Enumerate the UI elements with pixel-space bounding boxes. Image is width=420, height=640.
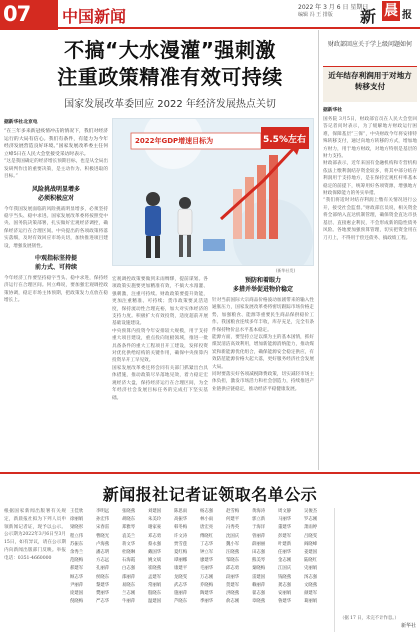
list-item: 谭丽娜 bbox=[174, 558, 188, 564]
list-item: 赖丽萍 bbox=[252, 582, 266, 588]
list-item: 万志刚 bbox=[200, 574, 214, 580]
article-paragraph: 中央预算内投资今年安排较大规模，用于支持重大项目建设，重点投向短板领域，推进一批具备条件的重大工程项目开工建设，发挥投资对优化供给结构的关键作用，确保中央预算内投资早开工早见效。 bbox=[112, 328, 208, 364]
logo-char-1: 新 bbox=[360, 7, 377, 26]
article-paragraph: 同时要落实好各项减税降费政策，切实减轻市场主体负担，激发市场活力和社会创造力，持续推进产业链供应链稳定，推动经济平稳健康发展。 bbox=[212, 372, 314, 392]
list-item: 高振华 bbox=[174, 517, 188, 523]
section-heading-risk-line-2: 必须积极应对 bbox=[37, 194, 74, 202]
page-number: 07 bbox=[3, 2, 31, 26]
list-item: 萧雨婷 bbox=[304, 525, 318, 531]
list-item: 吕晓雯 bbox=[304, 533, 318, 539]
list-item: 马丽华 bbox=[278, 517, 292, 523]
list-item: 董建华 bbox=[278, 525, 292, 531]
list-item: 方志远 bbox=[96, 558, 110, 564]
list-item: 文晓燕 bbox=[304, 582, 318, 588]
article-paragraph: 今年经济工作要坚持稳字当头、稳中求进，保持经济运行在合理区间。何立峰说，要加强宏观调控政策协调，稳定市场主体预期，把政策发力点放在稳增长上。 bbox=[4, 276, 108, 304]
list-item: 余秀兰 bbox=[70, 550, 84, 555]
masthead-rule bbox=[0, 27, 420, 29]
list-item: 章晓燕 bbox=[252, 599, 266, 605]
list-item: 田志强 bbox=[252, 550, 266, 555]
list-item: 韩冬梅 bbox=[174, 525, 188, 531]
article-column-3 bbox=[212, 276, 314, 468]
list-item: 江国庆 bbox=[278, 566, 292, 572]
list-item: 庞建国 bbox=[70, 591, 84, 596]
list-item: 康建平 bbox=[174, 566, 188, 572]
list-item: 易晓东 bbox=[122, 582, 136, 588]
section-heading-risk-line-1: 风险挑战明显增多 bbox=[31, 185, 80, 193]
list-item: 安丽娟 bbox=[278, 591, 292, 596]
sidebar-paragraph: “我们将适时对结存利润上缴有关情况进行公开，接受社会监督。”财政部官员说，相关资金将全部纳入直达机制管理，确保资金直达市县基层、直接惠企利民，不会形成新的隐性债务风险。各地要加强预算管理，切实把资金用在刀刃上，不得用于偿还债务、搞政绩工程。 bbox=[323, 198, 417, 241]
list-item: 苏振东 bbox=[70, 541, 84, 547]
masthead bbox=[0, 0, 420, 30]
list-item: 邱志勇 bbox=[226, 566, 240, 572]
sidebar-title-box bbox=[323, 66, 417, 102]
article-paragraph: 国家发展改革委还将会同有关部门抓紧出台具体措施，推动政策尽早落地见效，着力稳定宏观经济大盘，保持经济运行在合理区间，为全年经济社会发展目标任务的完成打下坚实基础。 bbox=[112, 365, 208, 401]
list-item: 陶建华 bbox=[200, 591, 214, 596]
list-item: 顾志华 bbox=[70, 574, 84, 580]
list-item: 孔丽萍 bbox=[96, 566, 110, 572]
list-item: 黄海涛 bbox=[252, 509, 266, 514]
list-item: 戴国华 bbox=[148, 550, 162, 555]
list-item: 殷晓东 bbox=[148, 591, 162, 596]
list-item: 杨志强 bbox=[200, 509, 214, 514]
list-item: 何建平 bbox=[226, 517, 240, 523]
list-item: 崔晓燕 bbox=[148, 566, 162, 572]
list-item: 郑雅琴 bbox=[122, 525, 136, 531]
graphic-banner-text: 2022年GDP增速目标为 bbox=[135, 137, 214, 145]
list-divider bbox=[334, 508, 335, 632]
list-item: 白志强 bbox=[122, 566, 136, 572]
sidebar-paragraph: 财政部表示，近年来国有金融机构和专营机构依法上缴利润结存资金较多，将其中部分结存利润用于支持地方，是在保持宏观杠杆率基本稳定的前提下，统筹用好各项资源，增强地方财政保障能力的务实举措。 bbox=[323, 161, 417, 197]
list-item: 梁晓彤 bbox=[70, 525, 84, 531]
article-paragraph: 针对当前国际大宗商品价格波动加剧带来的输入性通胀压力，国家发展改革委将密切跟踪市场价格走势，加强粮食、能源等重要民生商品保供稳价工作。我国粮食连续多年丰收，库存充足，完全有条件保持物价总水平基本稳定。 bbox=[212, 298, 314, 333]
list-item: 宋春雷 bbox=[96, 525, 110, 531]
list-item: 芦晓东 bbox=[174, 599, 188, 605]
list-item: 郝建军 bbox=[70, 566, 84, 572]
list-item: 廖建华 bbox=[200, 558, 214, 564]
list-item: 温建国 bbox=[148, 599, 162, 605]
list-item: 段丽华 bbox=[226, 574, 240, 580]
section-heading-price-line-2: 多措并举促进物价稳定 bbox=[232, 286, 293, 293]
headline-line-2: 注重政策精准有效可持续 bbox=[57, 65, 283, 89]
name-list bbox=[70, 508, 332, 632]
list-item: 尹丽萍 bbox=[70, 582, 84, 588]
list-item: 黎建华 bbox=[96, 582, 110, 588]
list-item: 薛丽丽 bbox=[252, 541, 266, 547]
section-heading-price-line-1: 预防和着眼力 bbox=[244, 277, 281, 284]
list-item: 颜建军 bbox=[304, 591, 318, 596]
list-item: 洪晓燕 bbox=[226, 591, 240, 596]
sidebar-tail-note: （据 17 日，未完不计作息。） bbox=[340, 616, 399, 621]
list-item: 许文涛 bbox=[174, 533, 188, 539]
article-column-1 bbox=[4, 118, 108, 468]
list-item: 沈国庆 bbox=[226, 533, 240, 539]
list-item: 陈思雨 bbox=[174, 509, 188, 514]
sidebar-body bbox=[323, 106, 417, 468]
sidebar-paragraph: 国务院 3月5日，财政部官员在人民大会堂回答记者问时表示，为了缓解地方财政运行困难，保障基层“三保”，中央财政今年将安排特殊转移支付，通过向地方转移的方式，增加地方财力，用于地方财政，对地方特别是基层的财力支持。 bbox=[323, 117, 417, 160]
list-item: 郭立新 bbox=[252, 517, 266, 523]
list-item: 丁志华 bbox=[200, 541, 214, 547]
list-item: 姚文斌 bbox=[148, 558, 162, 564]
list-item: 钟立军 bbox=[200, 550, 214, 555]
article-paragraph: 能源方面，要坚持立足以煤为主的基本国情，抓好煤炭清洁高效利用，增加新能源消纳能力，推动煤炭和新能源优化组合，确保能源安全稳定供应，有效防范能源价格大起大落，更好服务经济社会发展大局。 bbox=[212, 335, 314, 370]
list-item: 夏红梅 bbox=[174, 550, 188, 555]
list-item: 周文静 bbox=[278, 509, 292, 514]
list-item: 熊美琴 bbox=[252, 558, 266, 564]
section-heading-policy bbox=[4, 254, 108, 272]
list-item: 乔晓梅 bbox=[200, 582, 214, 588]
bottom-headline: 新闻报社记者证领取名单公示 bbox=[102, 485, 318, 504]
list-item: 胡晓东 bbox=[122, 517, 136, 523]
sidebar-title: 近年结存利润用于对地方转移支付 bbox=[328, 71, 412, 91]
list-item: 于海洋 bbox=[252, 525, 266, 531]
issue-date: 2022 年 3 月 6 日 星期日 bbox=[298, 4, 369, 11]
list-item: 李明远 bbox=[96, 509, 110, 514]
list-item: 翟志强 bbox=[252, 591, 266, 596]
list-item: 龚志强 bbox=[278, 582, 292, 588]
photo-credit: (新华社发) bbox=[276, 268, 296, 273]
list-item: 罗志刚 bbox=[304, 517, 318, 523]
list-item: 魏小军 bbox=[226, 541, 240, 547]
list-item: 刘建国 bbox=[148, 509, 162, 514]
list-item: 贾雪莲 bbox=[174, 541, 188, 547]
list-item: 毛丽华 bbox=[200, 566, 214, 572]
main-headline bbox=[30, 37, 310, 91]
article-byline: 据新华社北京电 bbox=[4, 120, 38, 125]
list-item: 任丽华 bbox=[278, 550, 292, 555]
list-item: 蒋文华 bbox=[122, 541, 136, 547]
section-heading-risk bbox=[4, 185, 108, 203]
list-item: 汪晓燕 bbox=[226, 550, 240, 555]
list-item: 俞志刚 bbox=[226, 599, 240, 605]
list-item: 雷建国 bbox=[252, 574, 266, 580]
list-item: 谢家豪 bbox=[148, 525, 162, 531]
list-item: 曾丽萍 bbox=[252, 533, 266, 539]
list-item: 龙晓雯 bbox=[174, 574, 188, 580]
sidebar-byline: 据新华社 bbox=[323, 108, 343, 113]
list-item: 曹晓光 bbox=[96, 533, 110, 539]
bottom-section-rule bbox=[0, 472, 420, 474]
list-item: 朱美玲 bbox=[148, 517, 162, 523]
section-heading-price bbox=[212, 276, 314, 294]
editor-line: 编辑 冯 王 排版 bbox=[298, 12, 333, 18]
section-heading-policy-line-2: 前力式、可持续 bbox=[34, 264, 77, 272]
sidebar-tail-credit: 新华社 bbox=[400, 623, 416, 630]
list-item: 常丽娟 bbox=[148, 582, 162, 588]
bottom-intro-text: 根据国家新闻出版署有关规定，新晨报社拟为下列人员申领新闻记者证，现予以公示。公示期为2022年3月6日至3月15日，如有异议，请在公示期内向新闻出版部门反映。举报电话：0351-4660000 bbox=[4, 509, 66, 561]
article-paragraph: 今年我国发展面临的风险挑战明显增多，必须坚持稳字当头、稳中求进。国家发展改革委将按照党中央、国务院决策部署，扎实做好宏观经济调控，确保经济运行在合理区间。中央提出的各项政策将落实落细，及时有效回应市场关切，加快推进项目建设，增强发展韧性。 bbox=[4, 206, 108, 249]
list-item: 徐丽娟 bbox=[70, 517, 84, 523]
list-item: 施丽萍 bbox=[174, 591, 188, 596]
article-column-2 bbox=[112, 276, 208, 468]
list-item: 倪晓梅 bbox=[70, 599, 84, 605]
list-item: 袁美兰 bbox=[122, 533, 136, 539]
list-item: 冯秀英 bbox=[226, 525, 240, 531]
list-item: 孙宏伟 bbox=[96, 517, 110, 523]
list-item: 叶建新 bbox=[278, 541, 292, 547]
list-item: 贺建军 bbox=[226, 582, 240, 588]
list-item: 邓志勇 bbox=[148, 533, 162, 539]
list-item: 季丽华 bbox=[200, 599, 214, 605]
list-item: 傅晓红 bbox=[200, 533, 214, 539]
list-item: 姜建国 bbox=[304, 550, 318, 555]
list-item: 武志华 bbox=[174, 582, 188, 588]
list-item: 王佳欣 bbox=[70, 509, 84, 514]
logo-char-2: 晨 bbox=[384, 3, 398, 19]
section-title: 中国新闻 bbox=[62, 7, 127, 26]
list-item: 邵丽萍 bbox=[122, 574, 136, 580]
list-item: 张晓燕 bbox=[122, 509, 136, 514]
list-item: 杜晓琳 bbox=[122, 550, 136, 555]
logo-char-3: 报 bbox=[402, 10, 412, 21]
article-intro: “在三年多来新冠疫情冲击的情况下，我们对经济运行的大局有信心。我们有条件，有能力为今年经济发展营造良好环境。”国家发展改革委主任何立峰5日在人民大会堂接受采访时表示。 bbox=[4, 129, 108, 157]
newspaper-logo bbox=[360, 2, 418, 26]
list-item: 陆晓红 bbox=[304, 558, 318, 564]
list-item: 卢海燕 bbox=[96, 541, 110, 547]
list-item: 潘志明 bbox=[96, 550, 110, 555]
sub-headline: 国家发展改革委回应 2022 年经济发展热点关切 bbox=[64, 99, 276, 110]
list-item: 彭建军 bbox=[278, 533, 292, 539]
list-item: 秦晓梅 bbox=[252, 566, 266, 572]
list-item: 史丽娟 bbox=[304, 566, 318, 572]
list-item: 林小雨 bbox=[200, 517, 214, 523]
sidebar-kicker: 财政部回应关于学上级问题如何 bbox=[327, 41, 412, 48]
list-item: 邹晓东 bbox=[226, 558, 240, 564]
list-item: 赵雪梅 bbox=[226, 509, 240, 514]
list-item: 金志刚 bbox=[278, 558, 292, 564]
list-item: 范晓梅 bbox=[70, 558, 84, 564]
list-item: 鲁建华 bbox=[278, 599, 292, 605]
headline-line-1: 不搞“大水漫灌”强刺激 bbox=[64, 38, 276, 62]
sidebar-divider bbox=[318, 30, 319, 470]
list-item: 钱晓燕 bbox=[278, 574, 292, 580]
graphic-value-text: 5.5%左右 bbox=[263, 135, 306, 145]
article-paragraph: 宏观调控政策要做到未雨绸缪，提前谋划。各项政策实施要更加精准有效，不搞大水漫灌、强刺激，注重可持续。财政政策要提升效能，更加注重精准、可持续；货币政策要灵活适度，保持流动性合理充裕，加大对实体经济的支持力度。积极扩大有效投资，适度超前开展基础设施建设。 bbox=[112, 277, 208, 327]
list-item: 汤志强 bbox=[304, 574, 318, 580]
list-item: 严志华 bbox=[96, 599, 110, 605]
list-item: 樊丽华 bbox=[96, 591, 110, 596]
list-item: 牛丽萍 bbox=[122, 599, 136, 605]
list-item: 阎晓峰 bbox=[304, 541, 318, 547]
article-quote: “这是我国确定的经济增长预期目标，也是从全局出发研判作出的重要决策，是主动作为、积极进取的目标。” bbox=[4, 159, 108, 180]
list-item: 蔡永强 bbox=[148, 541, 162, 547]
gdp-target-illustration bbox=[112, 118, 314, 266]
list-item: 吴俊杰 bbox=[304, 509, 318, 514]
list-item: 葛丽娟 bbox=[304, 599, 318, 605]
list-item: 孟建军 bbox=[148, 574, 162, 580]
sidebar-tail bbox=[340, 616, 416, 629]
list-item: 石海霞 bbox=[122, 558, 136, 564]
page-number-block bbox=[0, 0, 58, 30]
list-item: 侯晓东 bbox=[96, 574, 110, 580]
list-item: 程立伟 bbox=[70, 533, 84, 539]
list-item: 兰志刚 bbox=[122, 591, 136, 596]
list-item: 唐宏亮 bbox=[200, 525, 214, 531]
section-heading-policy-line-1: 中观指标坚持提 bbox=[34, 255, 77, 263]
bottom-intro bbox=[4, 508, 66, 634]
